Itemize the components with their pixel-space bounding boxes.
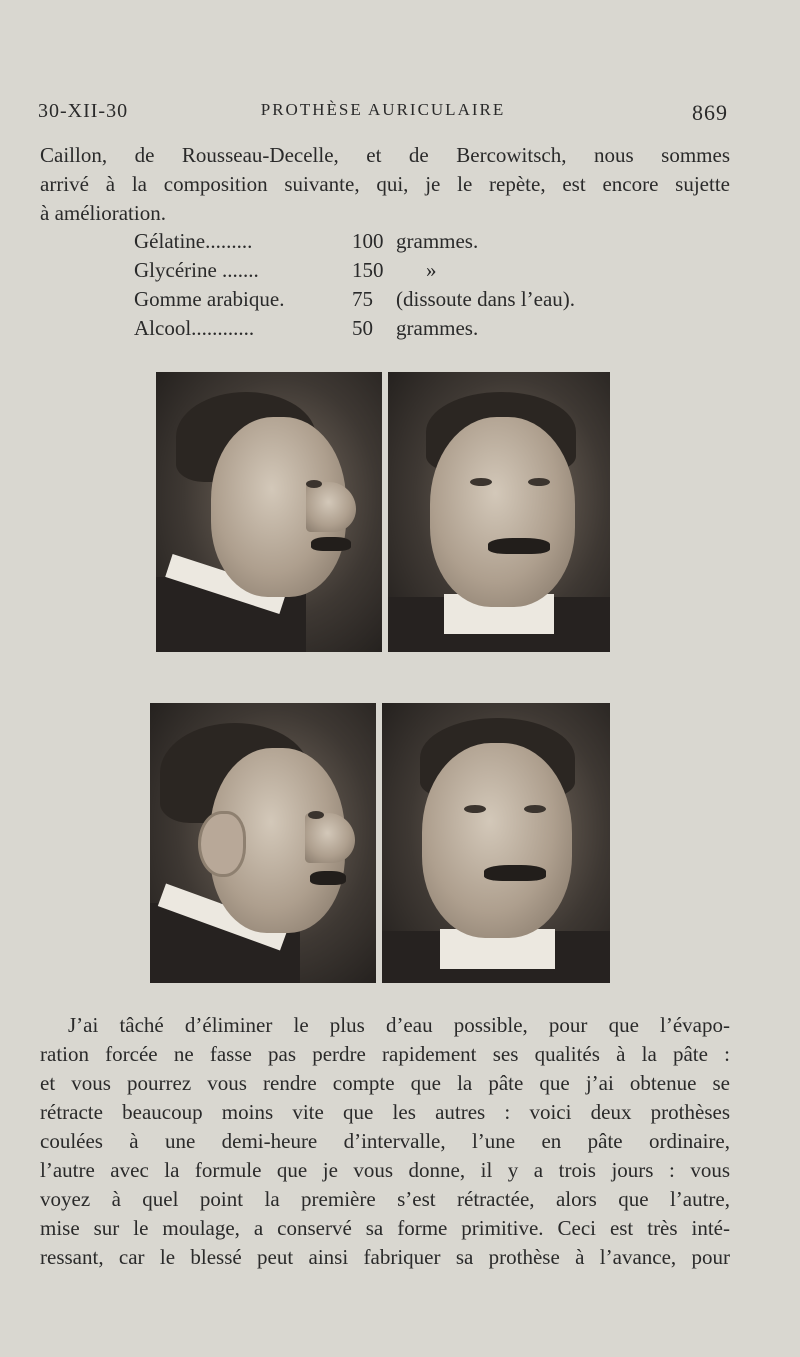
frontal-photo-bottom — [382, 703, 610, 983]
text-line: et vous pourrez vous rendre compte que la pâte que j’ai obtenue se — [40, 1071, 730, 1095]
frontal-photo-top — [388, 372, 610, 652]
recipe-table — [134, 227, 694, 343]
text-line: ration forcée ne fasse pas perdre rapidement ses qualités à la pâte : — [40, 1042, 730, 1066]
ingredient-quantity: 50 — [352, 316, 373, 340]
paragraph-intro — [40, 141, 730, 228]
recipe-row — [134, 314, 694, 343]
paragraph-body — [40, 1011, 730, 1272]
text-line: Caillon, de Rousseau-Decelle, et de Bercowitsch, nous sommes — [40, 143, 730, 167]
ingredient-quantity: 75 — [352, 287, 373, 311]
recipe-row — [134, 227, 694, 256]
text-line: l’autre avec la formule que je vous donne, il y a trois jours : vous — [40, 1158, 730, 1182]
text-line: arrivé à la composition suivante, qui, je le repète, est encore sujette — [40, 172, 730, 196]
text-line: coulées à une demi-heure d’intervalle, l’une en pâte ordinaire, — [40, 1129, 730, 1153]
recipe-row — [134, 285, 694, 314]
page-number: 869 — [692, 100, 728, 125]
text-line: mise sur le moulage, a conservé sa forme primitive. Ceci est très inté- — [40, 1216, 730, 1240]
text-line: J’ai tâché d’éliminer le plus d’eau possible, pour que l’évapo- — [68, 1013, 730, 1037]
running-head-date: 30-XII-30 — [38, 100, 129, 122]
ingredient-unit: » — [426, 258, 437, 282]
ingredient-quantity: 150 — [352, 258, 384, 282]
ingredient-name: Gélatine......... — [134, 229, 253, 253]
ingredient-quantity: 100 — [352, 229, 384, 253]
text-line: rétracte beaucoup moins vite que les autres : voici deux prothèses — [40, 1100, 730, 1124]
ingredient-unit: grammes. — [396, 316, 479, 340]
ingredient-unit: grammes. — [396, 229, 479, 253]
ingredient-name: Gomme arabique. — [134, 287, 285, 311]
profile-photo-bottom — [150, 703, 376, 983]
ingredient-name: Alcool............ — [134, 316, 255, 340]
ingredient-unit: (dissoute dans l’eau). — [396, 287, 576, 311]
text-line: à amélioration. — [40, 201, 166, 225]
running-head — [38, 100, 728, 130]
profile-photo-top — [156, 372, 382, 652]
recipe-row — [134, 256, 694, 285]
text-line: ressant, car le blessé peut ainsi fabriquer sa prothèse à l’avance, pour — [40, 1245, 730, 1269]
ingredient-name: Glycérine ....... — [134, 258, 259, 282]
running-head-title: PROTHÈSE AURICULAIRE — [260, 100, 506, 119]
text-line: voyez à quel point la première s’est rétractée, alors que l’autre, — [40, 1187, 730, 1211]
